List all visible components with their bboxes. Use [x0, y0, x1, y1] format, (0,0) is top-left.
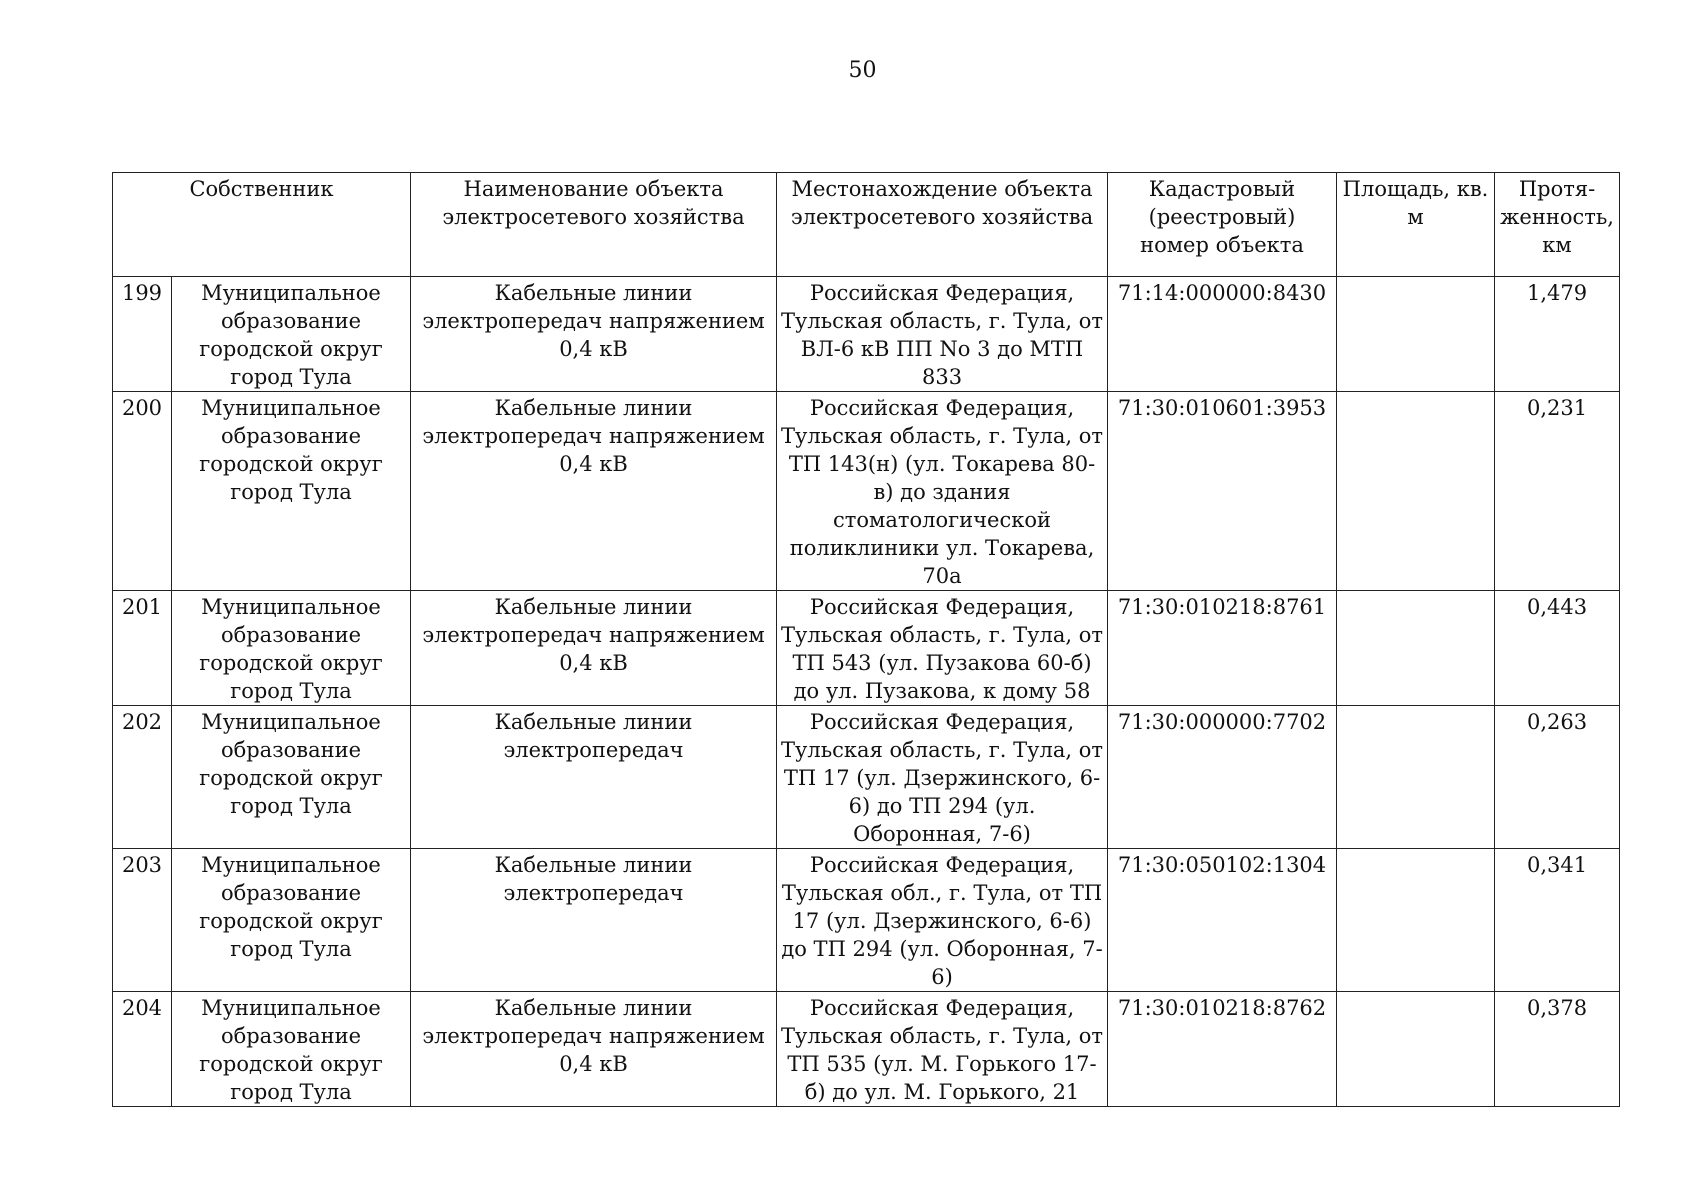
row-number: 204 — [113, 992, 172, 1107]
object-name-cell: Кабельные линии электропередач — [411, 849, 777, 992]
row-number: 201 — [113, 591, 172, 706]
area-cell — [1337, 277, 1495, 392]
object-name-cell: Кабельные линии электропередач — [411, 706, 777, 849]
table-body — [113, 277, 1620, 1107]
header-cadastral-number: Кадастровый (реестровый) номер объекта — [1108, 173, 1337, 277]
table-row — [113, 277, 1620, 392]
length-cell: 0,378 — [1495, 992, 1620, 1107]
row-number: 203 — [113, 849, 172, 992]
area-cell — [1337, 706, 1495, 849]
page-number: 50 — [848, 58, 877, 83]
location-cell: Российская Федерация, Тульская область, г. Тула, от ТП 17 (ул. Дзержинского, 6-6) до ТП 294 (ул. Оборонная, 7-6) — [777, 706, 1108, 849]
object-name-cell: Кабельные линии электропередач напряжением 0,4 кВ — [411, 591, 777, 706]
owner-cell: Муниципальное образование городской округ город Тула — [172, 591, 411, 706]
object-name-cell: Кабельные линии электропередач напряжением 0,4 кВ — [411, 992, 777, 1107]
owner-cell: Муниципальное образование городской округ город Тула — [172, 706, 411, 849]
table-row — [113, 706, 1620, 849]
cadastral-number-cell: 71:30:010601:3953 — [1108, 392, 1337, 591]
row-number: 200 — [113, 392, 172, 591]
table-row — [113, 849, 1620, 992]
cadastral-number-cell: 71:30:010218:8761 — [1108, 591, 1337, 706]
area-cell — [1337, 392, 1495, 591]
row-number: 199 — [113, 277, 172, 392]
length-cell: 0,231 — [1495, 392, 1620, 591]
header-object-location: Местонахождение объекта электросетевого хозяйства — [777, 173, 1108, 277]
location-cell: Российская Федерация, Тульская область, г. Тула, от ТП 143(н) (ул. Токарева 80-в) до здания стоматологической поликлиники ул. Токарева, 70а — [777, 392, 1108, 591]
cadastral-number-cell: 71:30:010218:8762 — [1108, 992, 1337, 1107]
header-object-name: Наименование объекта электросетевого хозяйства — [411, 173, 777, 277]
owner-cell: Муниципальное образование городской округ город Тула — [172, 849, 411, 992]
area-cell — [1337, 591, 1495, 706]
header-length: Протя-женность, км — [1495, 173, 1620, 277]
area-cell — [1337, 849, 1495, 992]
table-row — [113, 992, 1620, 1107]
location-cell: Российская Федерация, Тульская обл., г. Тула, от ТП 17 (ул. Дзержинского, 6-6) до ТП 294 (ул. Оборонная, 7-6) — [777, 849, 1108, 992]
area-cell — [1337, 992, 1495, 1107]
cadastral-number-cell: 71:30:050102:1304 — [1108, 849, 1337, 992]
power-grid-objects-table — [112, 172, 1620, 1107]
length-cell: 1,479 — [1495, 277, 1620, 392]
cadastral-number-cell: 71:14:000000:8430 — [1108, 277, 1337, 392]
location-cell: Российская Федерация, Тульская область, г. Тула, от ВЛ-6 кВ ПП No 3 до МТП 833 — [777, 277, 1108, 392]
header-row — [113, 173, 1620, 277]
object-name-cell: Кабельные линии электропередач напряжением 0,4 кВ — [411, 277, 777, 392]
owner-cell: Муниципальное образование городской округ город Тула — [172, 277, 411, 392]
header-owner: Собственник — [113, 173, 411, 277]
location-cell: Российская Федерация, Тульская область, г. Тула, от ТП 535 (ул. М. Горького 17-б) до ул. М. Горького, 21 — [777, 992, 1108, 1107]
owner-cell: Муниципальное образование городской округ город Тула — [172, 392, 411, 591]
length-cell: 0,341 — [1495, 849, 1620, 992]
row-number: 202 — [113, 706, 172, 849]
table-row — [113, 392, 1620, 591]
owner-cell: Муниципальное образование городской округ город Тула — [172, 992, 411, 1107]
cadastral-number-cell: 71:30:000000:7702 — [1108, 706, 1337, 849]
object-name-cell: Кабельные линии электропередач напряжением 0,4 кВ — [411, 392, 777, 591]
length-cell: 0,263 — [1495, 706, 1620, 849]
header-area: Площадь, кв. м — [1337, 173, 1495, 277]
location-cell: Российская Федерация, Тульская область, г. Тула, от ТП 543 (ул. Пузакова 60-б) до ул. Пузакова, к дому 58 — [777, 591, 1108, 706]
table-row — [113, 591, 1620, 706]
table-header — [113, 173, 1620, 277]
length-cell: 0,443 — [1495, 591, 1620, 706]
